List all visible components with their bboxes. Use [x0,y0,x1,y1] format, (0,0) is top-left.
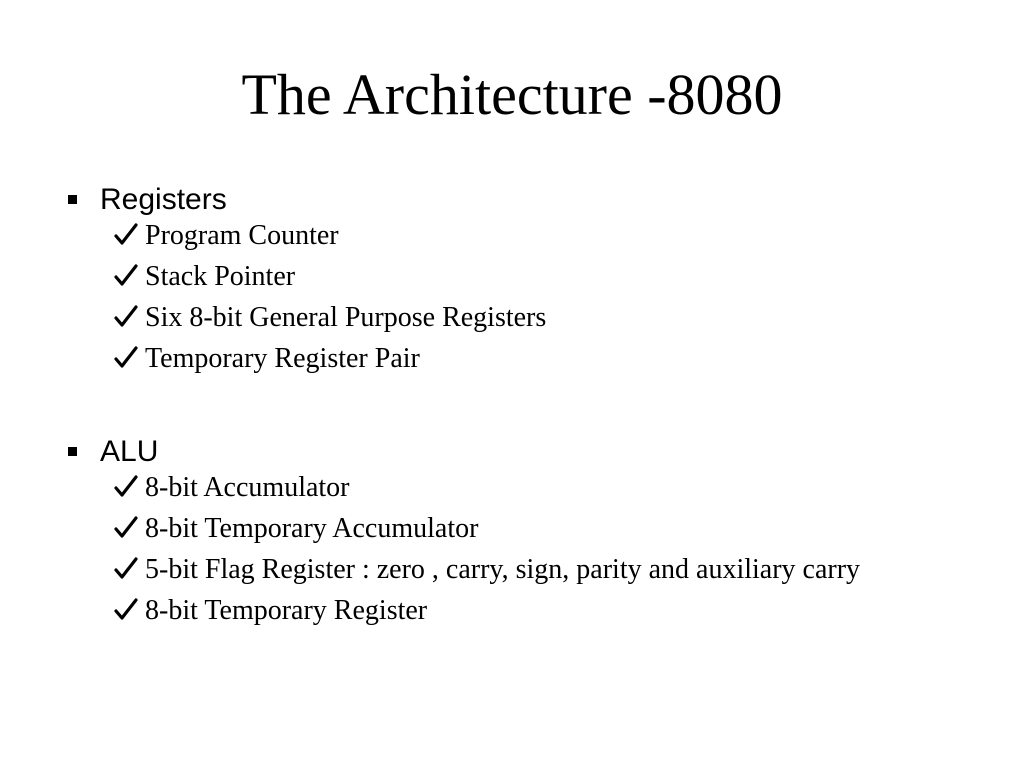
checkmark-icon [114,556,138,582]
list-item-text: 8-bit Accumulator [145,472,350,503]
list-item-text: Stack Pointer [145,261,296,292]
list-item-text: 5-bit Flag Register : zero , carry, sign, parity and auxiliary carry [145,554,861,585]
list-item [64,343,925,375]
section-label: ALU [100,435,159,468]
list-item [64,554,925,586]
list-item [64,595,925,627]
checkmark-icon [114,304,138,330]
list-item-text: Program Counter [145,220,339,251]
checkmark-icon [114,345,138,371]
section-heading [64,432,964,472]
section-label: Registers [100,183,227,216]
square-bullet-icon [68,447,77,456]
section-alu [64,432,964,636]
list-item-text: Temporary Register Pair [145,343,420,374]
section-heading [64,180,964,220]
section-registers [64,180,964,384]
list-item [64,472,925,504]
list-item-text: 8-bit Temporary Accumulator [145,513,479,544]
sub-list [64,472,964,627]
square-bullet-icon [68,195,77,204]
checkmark-icon [114,515,138,541]
checkmark-icon [114,222,138,248]
checkmark-icon [114,597,138,623]
list-item [64,261,925,293]
checkmark-icon [114,263,138,289]
list-item [64,220,925,252]
sub-list [64,220,964,375]
list-item [64,513,925,545]
list-item [64,302,925,334]
list-item-text: Six 8-bit General Purpose Registers [145,302,547,333]
checkmark-icon [114,474,138,500]
list-item-text: 8-bit Temporary Register [145,595,428,626]
slide-title: The Architecture -8080 [241,62,783,127]
